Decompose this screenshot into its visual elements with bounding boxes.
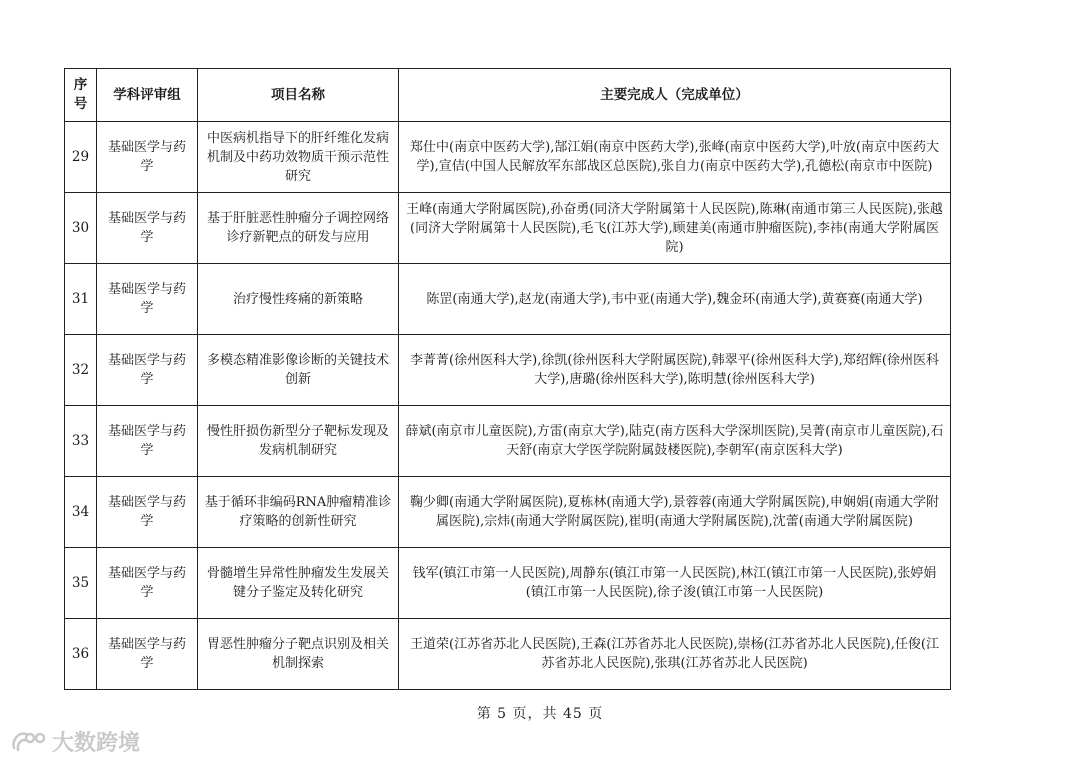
cell-serial-number: 35 xyxy=(65,548,97,619)
cell-review-group: 基础医学与药学 xyxy=(97,335,198,406)
cell-main-contributors: 王峰(南通大学附属医院),孙奋勇(同济大学附属第十人民医院),陈琳(南通市第三人民医院),张越(同济大学附属第十人民医院),毛飞(江苏大学),顾建美(南通市肿瘤医院),李祎(南通大学附属医院) xyxy=(399,193,951,264)
cell-serial-number: 32 xyxy=(65,335,97,406)
page-number-footer: 第 5 页，共 45 页 xyxy=(476,706,604,722)
cell-review-group: 基础医学与药学 xyxy=(97,406,198,477)
cell-review-group: 基础医学与药学 xyxy=(97,193,198,264)
cell-main-contributors: 陈罡(南通大学),赵龙(南通大学),韦中亚(南通大学),魏金环(南通大学),黄赛赛(南通大学) xyxy=(399,264,951,335)
cell-project-name: 多模态精准影像诊断的关键技术创新 xyxy=(198,335,399,406)
table-row xyxy=(65,548,951,619)
cell-main-contributors: 薛斌(南京市儿童医院),方雷(南京大学),陆克(南方医科大学深圳医院),吴菁(南京市儿童医院),石天舒(南京大学医学院附属鼓楼医院),李朝军(南京医科大学) xyxy=(399,406,951,477)
cell-project-name: 治疗慢性疼痛的新策略 xyxy=(198,264,399,335)
cell-main-contributors: 王道荣(江苏省苏北人民医院),王森(江苏省苏北人民医院),崇杨(江苏省苏北人民医院),任俊(江苏省苏北人民医院),张琪(江苏省苏北人民医院) xyxy=(399,619,951,690)
header-main-contributors: 主要完成人（完成单位） xyxy=(399,69,951,122)
cell-project-name: 骨髓增生异常性肿瘤发生发展关键分子鉴定及转化研究 xyxy=(198,548,399,619)
cell-project-name: 胃恶性肿瘤分子靶点识别及相关机制探索 xyxy=(198,619,399,690)
brand-logo-icon xyxy=(10,728,48,756)
cell-review-group: 基础医学与药学 xyxy=(97,619,198,690)
cell-project-name: 基于循环非编码RNA肿瘤精准诊疗策略的创新性研究 xyxy=(198,477,399,548)
cell-main-contributors: 郑仕中(南京中医药大学),郜江娟(南京中医药大学),张峰(南京中医药大学),叶放(南京中医药大学),宣佶(中国人民解放军东部战区总医院),张自力(南京中医药大学),孔德松(南京市中医院) xyxy=(399,122,951,193)
cell-review-group: 基础医学与药学 xyxy=(97,477,198,548)
cell-review-group: 基础医学与药学 xyxy=(97,264,198,335)
table-row xyxy=(65,406,951,477)
cell-serial-number: 33 xyxy=(65,406,97,477)
cell-serial-number: 34 xyxy=(65,477,97,548)
table-row xyxy=(65,193,951,264)
cell-serial-number: 31 xyxy=(65,264,97,335)
cell-project-name: 中医病机指导下的肝纤维化发病机制及中药功效物质干预示范性研究 xyxy=(198,122,399,193)
table-row xyxy=(65,264,951,335)
cell-project-name: 基于肝脏恶性肿瘤分子调控网络诊疗新靶点的研发与应用 xyxy=(198,193,399,264)
cell-project-name: 慢性肝损伤新型分子靶标发现及发病机制研究 xyxy=(198,406,399,477)
cell-serial-number: 29 xyxy=(65,122,97,193)
cell-serial-number: 30 xyxy=(65,193,97,264)
header-review-group: 学科评审组 xyxy=(97,69,198,122)
cell-main-contributors: 鞠少卿(南通大学附属医院),夏栋林(南通大学),景蓉蓉(南通大学附属医院),申娴娟(南通大学附属医院),宗炜(南通大学附属医院),崔明(南通大学附属医院),沈蕾(南通大学附属医院) xyxy=(399,477,951,548)
cell-main-contributors: 钱军(镇江市第一人民医院),周静东(镇江市第一人民医院),林江(镇江市第一人民医院),张婷娟(镇江市第一人民医院),徐子浚(镇江市第一人民医院) xyxy=(399,548,951,619)
cell-review-group: 基础医学与药学 xyxy=(97,548,198,619)
cell-main-contributors: 李菁菁(徐州医科大学),徐凯(徐州医科大学附属医院),韩翠平(徐州医科大学),郑绍辉(徐州医科大学),唐璐(徐州医科大学),陈明慧(徐州医科大学) xyxy=(399,335,951,406)
watermark xyxy=(10,726,140,757)
cell-serial-number: 36 xyxy=(65,619,97,690)
header-serial-number: 序号 xyxy=(65,69,97,122)
cell-review-group: 基础医学与药学 xyxy=(97,122,198,193)
award-table xyxy=(64,68,951,690)
table-row xyxy=(65,477,951,548)
table-row xyxy=(65,335,951,406)
table-row xyxy=(65,619,951,690)
table-header-row xyxy=(65,69,951,122)
watermark-text: 大数跨境 xyxy=(52,731,141,756)
header-project-name: 项目名称 xyxy=(198,69,399,122)
table-row xyxy=(65,122,951,193)
